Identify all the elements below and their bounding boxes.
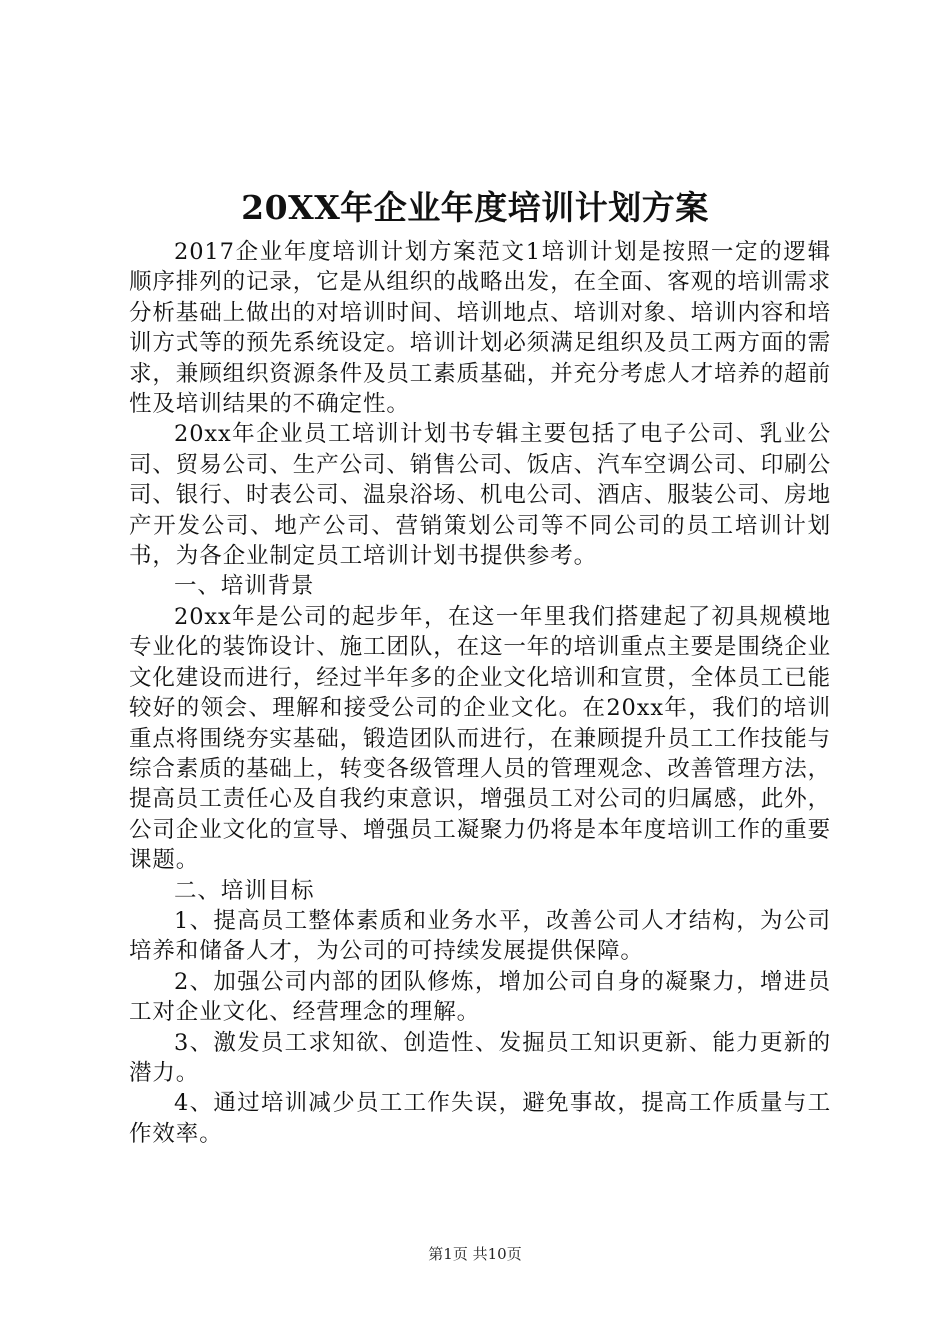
goal-item-2: 2、加强公司内部的团队修炼，增加公司自身的凝聚力，增进员工对企业文化、经营理念的理解。 <box>129 968 831 1026</box>
goal-item-4: 4、通过培训减少员工工作失误，避免事故，提高工作质量与工作效率。 <box>129 1090 831 1147</box>
document-title: 20XX年企业年度培训计划方案 <box>241 188 709 227</box>
goal-item-1: 1、提高员工整体素质和业务水平，改善公司人才结构，为公司培养和储备人才，为公司的可持续发展提供保障。 <box>129 907 831 965</box>
section-heading-background: 一、培训背景 <box>174 573 315 600</box>
document-body <box>129 237 831 1149</box>
paragraph-intro: 2017企业年度培训计划方案范文1培训计划是按照一定的逻辑顺序排列的记录，它是从组织的战略出发，在全面、客观的培训需求分析基础上做出的对培训时间、培训地点、培训对象、培训内容和培训方式等的预先系统设定。培训计划必须满足组织及员工两方面的需求，兼顾组织资源条件及员工素质基础，并充分考虑人才培养的超前性及培训结果的不确定性。 <box>129 239 832 418</box>
section-heading-goals: 二、培训目标 <box>174 877 315 904</box>
paragraph-collection: 20xx年企业员工培训计划书专辑主要包括了电子公司、乳业公司、贸易公司、生产公司、销售公司、饭店、汽车空调公司、印刷公司、银行、时表公司、温泉浴场、机电公司、酒店、服装公司、房地产开发公司、地产公司、营销策划公司等不同公司的员工培训计划书，为各企业制定员工培训计划书提供参考。 <box>129 421 832 570</box>
page-footer: 第1页 共10页 <box>428 1245 522 1263</box>
paragraph-background: 20xx年是公司的起步年，在这一年里我们搭建起了初具规模地专业化的装饰设计、施工团队，在这一年的培训重点主要是围绕企业文化建设而进行，经过半年多的企业文化培训和宣贯，全体员工已能较好的领会、理解和接受公司的企业文化。在20xx年，我们的培训重点将围绕夯实基础，锻造团队而进行，在兼顾提升员工工作技能与综合素质的基础上，转变各级管理人员的管理观念、改善管理方法，提高员工责任心及自我约束意识，增强员工对公司的归属感，此外，公司企业文化的宣导、增强员工凝聚力仍将是本年度培训工作的重要课题。 <box>129 603 832 874</box>
goal-item-3: 3、激发员工求知欲、创造性、发掘员工知识更新、能力更新的潜力。 <box>129 1029 831 1086</box>
